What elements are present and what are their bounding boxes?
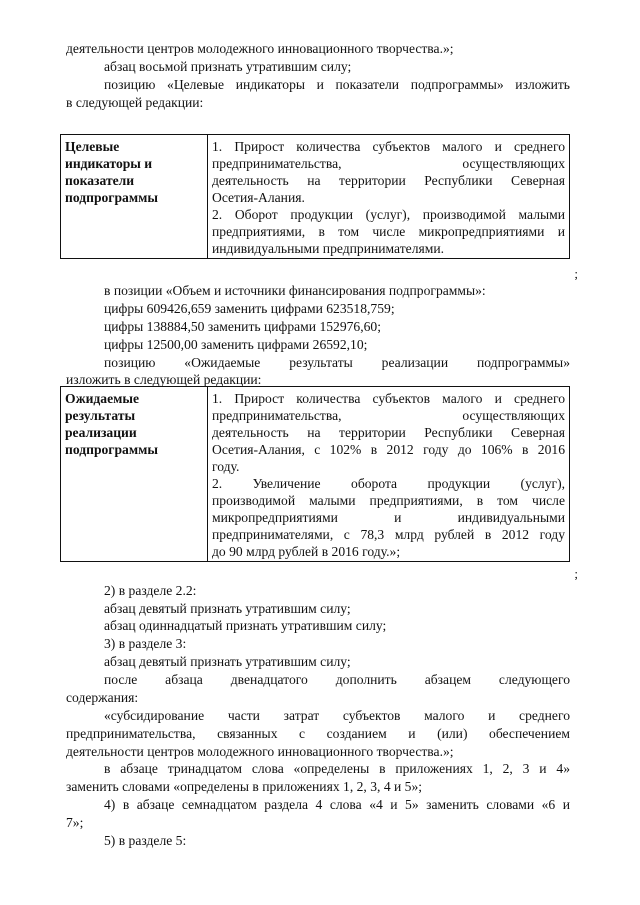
- paragraph-line: в позиции «Объем и источники финансирования подпрограммы»:: [104, 283, 486, 298]
- paragraph-line: 4) в абзаце семнадцатом раздела 4 слова «4 и 5» заменить словами «6 и: [104, 797, 570, 812]
- table-label-cell: Ожидаемые результаты реализации подпрограммы: [61, 387, 208, 562]
- paragraph-line: 2) в разделе 2.2:: [104, 583, 197, 598]
- paragraph-line: в следующей редакции:: [66, 95, 204, 110]
- paragraph-line: абзац восьмой признать утратившим силу;: [104, 59, 352, 74]
- table-content-cell: 1. Прирост количества субъектов малого и среднего предпринимательства, осуществляющих деятельность на территории Республики Северная Осетия-Алания, с 102% в 2012 году до 106% в 2016 году. 2. Увеличение оборота продукции (услуг), производимой малыми предприятиями, в том числе микропредприятиями и индивидуальными предпринимателями, с 78,3 млрд рублей в 2012 году до 90 млрд рублей в 2016 году.»;: [208, 387, 570, 562]
- paragraph-line: цифры 609426,659 заменить цифрами 623518,759;: [104, 301, 395, 316]
- paragraph-line: заменить словами «определены в приложениях 1, 2, 3, 4 и 5»;: [66, 779, 423, 794]
- paragraph-line: деятельности центров молодежного инновационного творчества.»;: [66, 744, 454, 759]
- indicators-table: [60, 134, 570, 259]
- expected-results-table: [60, 386, 570, 562]
- paragraph-line: абзац девятый признать утратившим силу;: [104, 654, 351, 669]
- paragraph-line: 7»;: [66, 815, 84, 830]
- paragraph-line: абзац девятый признать утратившим силу;: [104, 601, 351, 616]
- paragraph-line: цифры 138884,50 заменить цифрами 152976,60;: [104, 319, 381, 334]
- paragraph-line: после абзаца двенадцатого дополнить абзацем следующего: [104, 672, 570, 687]
- semicolon-mark: ;: [574, 566, 578, 581]
- semicolon-mark: ;: [574, 266, 578, 281]
- paragraph-line: позицию «Целевые индикаторы и показатели подпрограммы» изложить: [104, 77, 570, 92]
- paragraph-line: абзац одиннадцатый признать утратившим силу;: [104, 618, 387, 633]
- paragraph-line: 5) в разделе 5:: [104, 833, 187, 848]
- paragraph-line: предпринимательства, связанных с созданием и (или) обеспечением: [66, 726, 570, 741]
- paragraph-line: позицию «Ожидаемые результаты реализации подпрограммы»: [104, 355, 570, 370]
- table-label-cell: Целевые индикаторы и показатели подпрограммы: [61, 135, 208, 259]
- paragraph-line: 3) в разделе 3:: [104, 636, 187, 651]
- paragraph-line: «субсидирование части затрат субъектов малого и среднего: [104, 708, 570, 723]
- table-content-cell: 1. Прирост количества субъектов малого и среднего предпринимательства, осуществляющих деятельность на территории Республики Северная Осетия-Алания. 2. Оборот продукции (услуг), производимой малыми предприятиями, в том числе микропредприятиями и индивидуальными предпринимателями.: [208, 135, 570, 259]
- paragraph-line: цифры 12500,00 заменить цифрами 26592,10;: [104, 337, 368, 352]
- paragraph-line: деятельности центров молодежного инновационного творчества.»;: [66, 41, 454, 56]
- paragraph-line: содержания:: [66, 690, 139, 705]
- paragraph-line: изложить в следующей редакции:: [66, 372, 262, 387]
- paragraph-line: в абзаце тринадцатом слова «определены в приложениях 1, 2, 3 и 4»: [104, 761, 570, 776]
